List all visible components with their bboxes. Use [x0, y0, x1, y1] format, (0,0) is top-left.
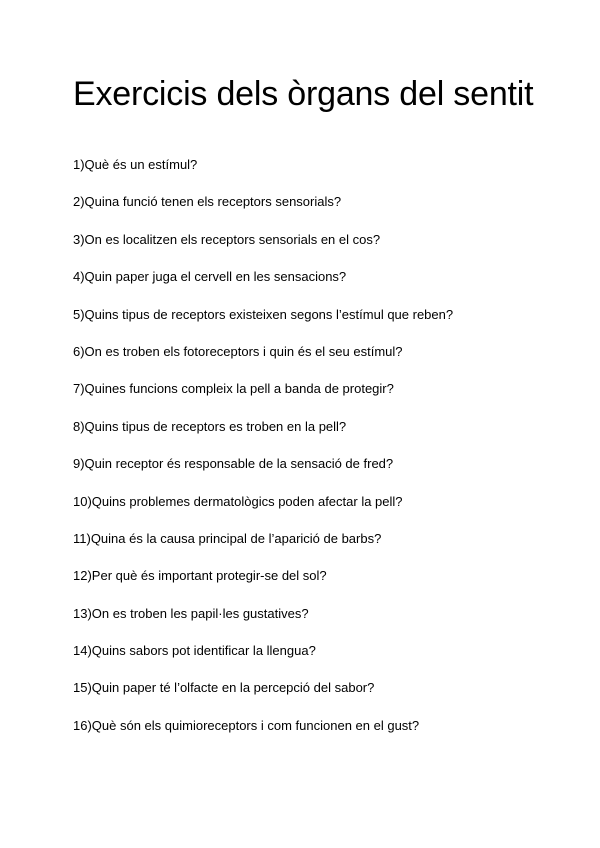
question-item: 6)On es troben els fotoreceptors i quin és el seu estímul?: [73, 343, 403, 359]
question-item: 4)Quin paper juga el cervell en les sensacions?: [73, 269, 347, 285]
question-item: 8)Quins tipus de receptors es troben en la pell?: [73, 418, 347, 434]
question-item: 3)On es localitzen els receptors sensorials en el cos?: [73, 231, 381, 247]
question-item: 16)Què són els quimioreceptors i com funcionen en el gust?: [73, 717, 420, 733]
question-item: 5)Quins tipus de receptors existeixen segons l’estímul que reben?: [73, 306, 454, 322]
page-title: Exercicis dels òrgans del sentit: [73, 75, 534, 113]
question-list: [73, 155, 453, 753]
question-item: 7)Quines funcions compleix la pell a banda de protegir?: [73, 381, 394, 397]
question-item: 10)Quins problemes dermatològics poden afectar la pell?: [73, 493, 403, 509]
question-item: 14)Quins sabors pot identificar la llengua?: [73, 643, 316, 659]
question-item: 12)Per què és important protegir-se del sol?: [73, 568, 327, 584]
question-item: 1)Què és un estímul?: [73, 157, 198, 172]
question-item: 11)Quina és la causa principal de l’aparició de barbs?: [73, 530, 382, 546]
question-item: 9)Quin receptor és responsable de la sensació de fred?: [73, 456, 394, 472]
question-item: 2)Quina funció tenen els receptors sensorials?: [73, 194, 342, 210]
question-item: 15)Quin paper té l’olfacte en la percepció del sabor?: [73, 680, 375, 696]
question-item: 13)On es troben les papil·les gustatives?: [73, 605, 309, 621]
